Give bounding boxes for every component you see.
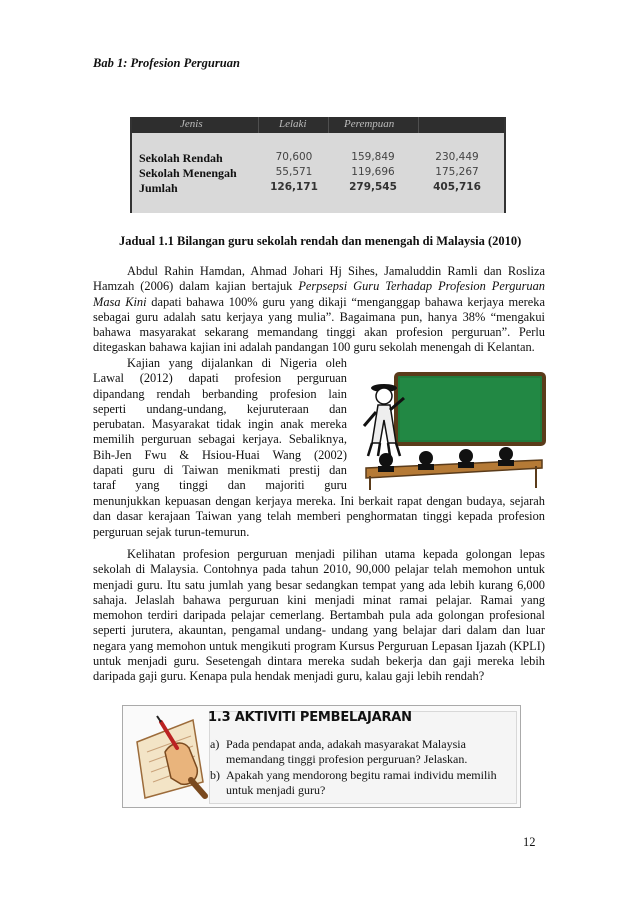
- activity-title: 1.3 AKTIVITI PEMBELAJARAN: [208, 710, 412, 725]
- teacher-classroom-illustration-icon: [356, 368, 548, 492]
- table-header-row: [132, 117, 504, 133]
- paragraph-2-rest: [93, 494, 545, 540]
- table-body: [132, 133, 504, 213]
- para2-line: perubatan. Masyarakat tidak ingin anak mereka: [93, 417, 347, 432]
- para2-line: dipandang rendah berbanding profesion lain: [93, 386, 347, 401]
- paragraph-3: [93, 547, 545, 685]
- cell-jumlah: 175,267: [435, 166, 479, 178]
- row-label: Jumlah: [139, 181, 178, 195]
- question-marker: a): [210, 737, 220, 751]
- cell-perempuan: 279,545: [349, 181, 397, 193]
- cell-perempuan: 159,849: [351, 151, 395, 163]
- question-text: Pada pendapat anda, adakah masyarakat Malaysia memandang tinggi profesion perguruan? Jelaskan.: [226, 737, 468, 767]
- table-caption: Jadual 1.1 Bilangan guru sekolah rendah dan menengah di Malaysia (2010): [119, 234, 522, 248]
- row-label: Sekolah Rendah: [139, 151, 223, 165]
- cell-jumlah: 230,449: [435, 151, 479, 163]
- para2-line: Lawal (2012) dapati profesion perguruan: [93, 371, 347, 386]
- activity-question-list: [210, 737, 510, 798]
- table-row-total: [132, 181, 504, 196]
- column-header-jenis: Jenis: [180, 118, 203, 130]
- paragraph-1-text-b: dapati bahawa 100% guru yang dikaji “menganggap bahawa kerjaya mereka sebagai guru adalah satu kerjaya yang mulia”. Bagaimana pun, hanya 38% “mengakui bahawa masyarakat sekarang memandang tinggi akan profesion perguruan”. Perlu ditegaskan bahawa kajian ini adalah pandangan 100 guru sekolah menengah di Kelantan.: [93, 294, 545, 355]
- activity-question: [210, 737, 510, 768]
- para2-line: Kajian yang dijalankan di Nigeria oleh: [127, 356, 347, 370]
- para2-line: Bih-Jen Fwu & Hsiou-Huai Wang (2002): [93, 447, 347, 462]
- para2-line: seperti undang-undang, kejuruteraan dan: [93, 401, 347, 416]
- teacher-statistics-table: [130, 117, 506, 213]
- cell-lelaki: 70,600: [275, 151, 313, 163]
- question-text: Apakah yang mendorong begitu ramai individu memilih untuk menjadi guru?: [226, 767, 497, 797]
- table-row: [132, 151, 504, 166]
- para2-line: dapati guru di Taiwan menikmati prestij dan: [93, 463, 347, 478]
- activity-question: [210, 768, 510, 799]
- hand-writing-icon: [131, 712, 209, 802]
- cell-lelaki: 126,171: [270, 181, 318, 193]
- paragraph-1-text-a: Abdul Rahin Hamdan, Ahmad Johari Hj Sihes, Jamaluddin Ramli dan Rosliza Hamzah (2006) dalam kajian bertajuk: [93, 264, 545, 294]
- study-title: Perpsepsi Guru Terhadap Profesion Perguruan Masa Kini: [93, 279, 545, 309]
- paragraph-2-rest-text: menunjukkan kepuasan dengan kerjaya mereka. Ini berkait rapat dengan budaya, sejarah dan dasar kerajaan Taiwan yang telah memberi penghormatan tinggi kepada profesion perguruan sejak turun-temurun.: [93, 494, 545, 539]
- page-number: 12: [523, 835, 536, 849]
- column-header-perempuan: Perempuan: [344, 118, 395, 130]
- table-row: [132, 166, 504, 181]
- cell-jumlah: 405,716: [433, 181, 481, 193]
- para2-line: memilih perguruan sebagai kerjaya. Sebaliknya,: [93, 432, 347, 447]
- paragraph-2-wrapped: [93, 356, 347, 494]
- cell-perempuan: 119,696: [351, 166, 395, 178]
- para2-line: taraf yang tinggi dan majoriti guru: [93, 478, 347, 493]
- cell-lelaki: 55,571: [275, 166, 313, 178]
- row-label: Sekolah Menengah: [139, 166, 237, 180]
- chapter-header: Bab 1: Profesion Perguruan: [93, 56, 240, 70]
- column-header-lelaki: Lelaki: [279, 118, 307, 130]
- paragraph-1: [93, 264, 545, 356]
- question-marker: b): [210, 767, 220, 782]
- paragraph-3-text: Kelihatan profesion perguruan menjadi pilihan utama kepada golongan lepas sekolah di Malaysia. Contohnya pada tahun 2010, 90,000 pelajar telah memohon untuk menjadi guru. Itu satu jumlah yang besar sedangkan tempat yang ada lebih kurang 6,000 sahaja. Jelaslah bahawa perguruan kini menjadi minat ramai pelajar. Ramai yang memohon terdiri daripada pelajar cemerlang. Bertambah pula ada golongan profesional seperti jurutera, akauntan, pengamal undang- undang yang belajar dari dalam dan luar negara yang memohon untuk mengikuti program Kursus Perguruan Lepasan Ijazah (KPLI) untuk menjadi guru. Sesetengah dintara mereka sudah bekerja dan gaji mereka lebih daripada gaji guru. Kenapa pula hendak menjadi guru, kalau gaji lebih rendah?: [93, 547, 545, 684]
